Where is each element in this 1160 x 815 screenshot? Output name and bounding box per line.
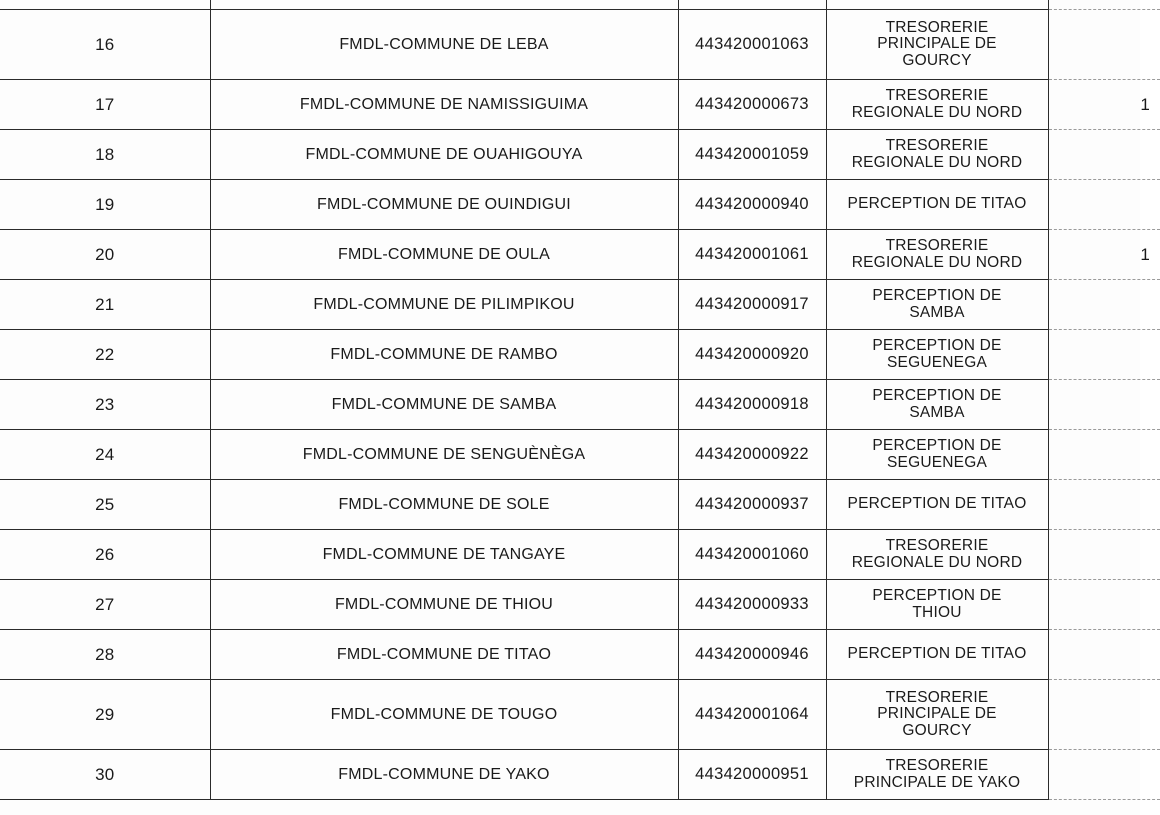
paying-office (826, 180, 1048, 230)
paying-office (826, 430, 1048, 480)
account-number: 443420000918 (678, 380, 826, 430)
table-row (0, 380, 1160, 430)
paying-office-line: PERCEPTION DE TITAO (847, 645, 1027, 663)
table-row (0, 130, 1160, 180)
paying-office-line: TRESORERIE (885, 137, 989, 154)
truncated-column-cell (1048, 530, 1160, 580)
truncated-column-cell (1048, 130, 1160, 180)
table-row (0, 10, 1160, 80)
commune-name: FMDL-COMMUNE DE TOUGO (210, 680, 678, 750)
paying-office (826, 330, 1048, 380)
account-number: 443420000951 (678, 750, 826, 800)
table-row (0, 430, 1160, 480)
account-number: 443420001060 (678, 530, 826, 580)
commune-name: FMDL-COMMUNE DE SAMBA (210, 380, 678, 430)
paying-office-line: GOURCY (902, 721, 972, 739)
row-number: 25 (0, 480, 210, 530)
paying-office (826, 230, 1048, 280)
table-row (0, 480, 1160, 530)
truncated-column-cell (1048, 330, 1160, 380)
table-row (0, 80, 1160, 130)
paying-office (826, 630, 1048, 680)
paying-office-line: TRESORERIE (885, 18, 989, 36)
paying-office (826, 750, 1048, 800)
paying-office-line: GOURCY (902, 51, 972, 69)
row-number: 24 (0, 430, 210, 480)
account-number: 443420000922 (678, 430, 826, 480)
truncated-column-cell (1048, 380, 1160, 430)
commune-name: FMDL-COMMUNE DE PILIMPIKOU (210, 280, 678, 330)
cell-spacer (210, 0, 678, 10)
paying-office-line: PERCEPTION DE (872, 337, 1002, 354)
paying-office-line: TRESORERIE (885, 537, 989, 554)
paying-office (826, 280, 1048, 330)
table-row (0, 630, 1160, 680)
truncated-column-cell (1048, 280, 1160, 330)
commune-name: FMDL-COMMUNE DE LEBA (210, 10, 678, 80)
row-number: 27 (0, 580, 210, 630)
paying-office-line: PRINCIPALE DE YAKO (853, 773, 1021, 791)
account-number: 443420000937 (678, 480, 826, 530)
commune-name: FMDL-COMMUNE DE NAMISSIGUIMA (210, 80, 678, 130)
paying-office-line: TRESORERIE (885, 237, 989, 254)
commune-name: FMDL-COMMUNE DE THIOU (210, 580, 678, 630)
row-number: 29 (0, 680, 210, 750)
account-number: 443420000940 (678, 180, 826, 230)
paying-office-line: THIOU (912, 603, 962, 621)
account-number: 443420001059 (678, 130, 826, 180)
account-number: 443420000946 (678, 630, 826, 680)
row-number: 21 (0, 280, 210, 330)
row-number: 19 (0, 180, 210, 230)
paying-office-line: TRESORERIE (885, 757, 989, 774)
truncated-column-value: 1 (1140, 245, 1150, 264)
table-row (0, 230, 1160, 280)
paying-office (826, 380, 1048, 430)
account-number: 443420000933 (678, 580, 826, 630)
commune-name: FMDL-COMMUNE DE OULA (210, 230, 678, 280)
paying-office-line: SAMBA (909, 303, 965, 321)
paying-office-line: REGIONALE DU NORD (851, 253, 1023, 271)
truncated-column-cell (1048, 230, 1160, 280)
cell-spacer (0, 0, 210, 10)
table-row (0, 280, 1160, 330)
truncated-column-cell (1048, 480, 1160, 530)
table-row (0, 330, 1160, 380)
paying-office-line: REGIONALE DU NORD (851, 553, 1023, 571)
cell-spacer (1048, 0, 1160, 10)
paying-office-line: PERCEPTION DE (872, 287, 1002, 304)
table-row (0, 680, 1160, 750)
account-number: 443420001064 (678, 680, 826, 750)
commune-name: FMDL-COMMUNE DE YAKO (210, 750, 678, 800)
truncated-column-cell (1048, 750, 1160, 800)
commune-name: FMDL-COMMUNE DE TANGAYE (210, 530, 678, 580)
commune-name: FMDL-COMMUNE DE RAMBO (210, 330, 678, 380)
table-row (0, 530, 1160, 580)
truncated-column-cell (1048, 680, 1160, 750)
paying-office (826, 130, 1048, 180)
paying-office-line: PERCEPTION DE TITAO (847, 495, 1027, 513)
paying-office (826, 580, 1048, 630)
paying-office-line: PERCEPTION DE (872, 387, 1002, 404)
row-number: 30 (0, 750, 210, 800)
row-number: 28 (0, 630, 210, 680)
paying-office-line: PERCEPTION DE (872, 587, 1002, 604)
account-number: 443420000920 (678, 330, 826, 380)
table-row (0, 180, 1160, 230)
table-row (0, 580, 1160, 630)
commune-name: FMDL-COMMUNE DE SENGUÈNÈGA (210, 430, 678, 480)
paying-office (826, 530, 1048, 580)
paying-office-line: TRESORERIE (885, 688, 989, 706)
truncated-column-cell (1048, 430, 1160, 480)
paying-office-line: PERCEPTION DE TITAO (847, 195, 1027, 213)
account-number: 443420000917 (678, 280, 826, 330)
truncated-column-cell (1048, 630, 1160, 680)
paying-office-line: SEGUENEGA (887, 353, 987, 371)
commune-name: FMDL-COMMUNE DE OUINDIGUI (210, 180, 678, 230)
paying-office-line: SAMBA (909, 403, 965, 421)
truncated-column-cell (1048, 10, 1160, 80)
table-row-partial-top (0, 0, 1160, 10)
commune-name: FMDL-COMMUNE DE OUAHIGOUYA (210, 130, 678, 180)
row-number: 16 (0, 10, 210, 80)
paying-office (826, 80, 1048, 130)
paying-office-line: REGIONALE DU NORD (851, 153, 1023, 171)
paying-office (826, 10, 1048, 80)
row-number: 18 (0, 130, 210, 180)
paying-office-line: TRESORERIE (885, 87, 989, 104)
truncated-column-value: 1 (1140, 95, 1150, 114)
paying-office-line: PRINCIPALE DE (877, 705, 997, 723)
paying-office-line: PERCEPTION DE (872, 437, 1002, 454)
commune-name: FMDL-COMMUNE DE SOLE (210, 480, 678, 530)
row-number: 17 (0, 80, 210, 130)
truncated-column-cell (1048, 580, 1160, 630)
table-row (0, 750, 1160, 800)
row-number: 20 (0, 230, 210, 280)
paying-office (826, 680, 1048, 750)
paying-office-line: PRINCIPALE DE (877, 35, 997, 53)
paying-office-line: REGIONALE DU NORD (851, 103, 1023, 121)
account-number: 443420000673 (678, 80, 826, 130)
account-number: 443420001063 (678, 10, 826, 80)
paying-office-line: SEGUENEGA (887, 453, 987, 471)
commune-name: FMDL-COMMUNE DE TITAO (210, 630, 678, 680)
cell-spacer (826, 0, 1048, 10)
paying-office (826, 480, 1048, 530)
row-number: 22 (0, 330, 210, 380)
truncated-column-cell (1048, 80, 1160, 130)
truncated-column-cell (1048, 180, 1160, 230)
cell-spacer (678, 0, 826, 10)
account-number: 443420001061 (678, 230, 826, 280)
row-number: 26 (0, 530, 210, 580)
row-number: 23 (0, 380, 210, 430)
